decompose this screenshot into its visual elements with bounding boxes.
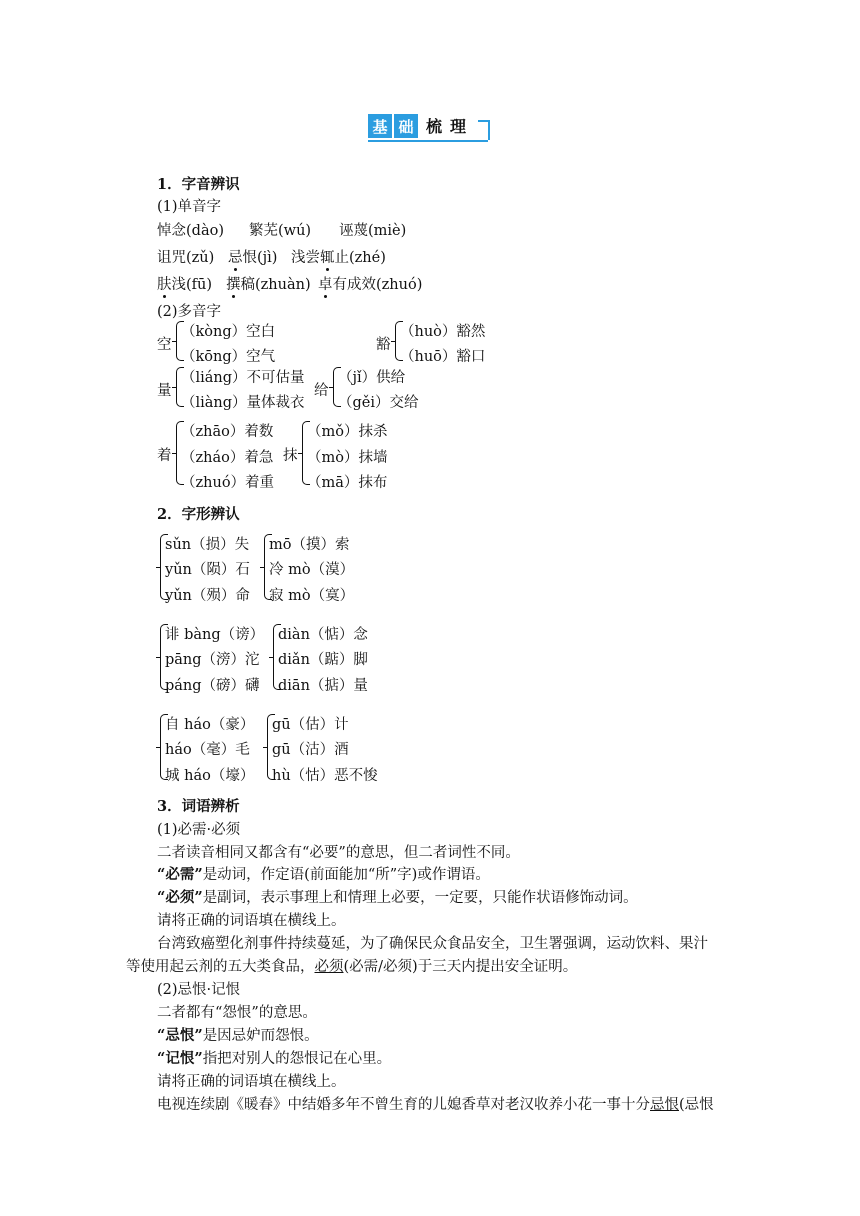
banner-char-3: 梳 [426, 117, 443, 136]
poly-zhao-b: （zháo）着急 [181, 450, 274, 466]
poly-liang-b: （liàng）量体裁衣 [181, 395, 305, 411]
answer-bixu: 必须 [314, 959, 344, 975]
banner-char-4: 理 [450, 117, 467, 136]
r2-item-1: 诅咒(zǔ) [157, 250, 215, 266]
s3-p4: 请将正确的词语填在横线上。 [157, 913, 346, 929]
g2-3: 寂 mò（寞） [269, 588, 355, 604]
poly-zhao-char: 着 [157, 448, 172, 464]
g3-3: páng（磅）礴 [165, 678, 260, 694]
banner-underline [368, 140, 488, 142]
s3-q2: “忌恨”是因忌妒而怨恨。 [157, 1027, 319, 1044]
poly-huo-char: 豁 [376, 337, 391, 353]
section-1-sub1: (1)单音字 [157, 199, 222, 215]
g3-1: 诽 bàng（谤） [165, 627, 265, 643]
s3-sub2: (2)忌恨·记恨 [157, 982, 241, 998]
poly-gei-char: 给 [314, 383, 329, 399]
section-banner [368, 112, 488, 142]
poly-kong-b: （kōng）空气 [181, 349, 276, 365]
g6-3: hù（怙）恶不悛 [272, 768, 378, 784]
s3-q5: 电视连续剧《暖春》中结婚多年不曾生育的儿媳香草对老汉收养小花一事十分忌恨(忌恨 [157, 1097, 714, 1113]
poly-mo-d: （mā）抹布 [307, 475, 388, 491]
poly-zhao-a: （zhāo）着数 [181, 424, 274, 440]
poly-kong-a: （kòng）空白 [181, 324, 276, 340]
g1-1: sǔn（损）失 [165, 537, 250, 553]
r1-item-1: 悼念(dào) [157, 223, 224, 239]
g3-2: pāng（滂）沱 [165, 652, 260, 668]
s3-p5-line1: 台湾致癌塑化剂事件持续蔓延，为了确保民众食品安全，卫生署强调，运动饮料、果汁 [157, 936, 708, 952]
g4-3: diān（掂）量 [278, 678, 368, 694]
s3-p2: “必需”是动词，作定语(前面能加“所”字)或作谓语。 [157, 866, 490, 883]
r3-item-1: 肤浅(fū) [157, 277, 213, 293]
s3-q4: 请将正确的词语填在横线上。 [157, 1074, 346, 1090]
g2-1: mō（摸）索 [269, 537, 350, 553]
g5-2: háo（毫）毛 [165, 742, 250, 758]
s3-p5-line2: 等使用起云剂的五大类食品，必须(必需/必须)于三天内提出安全证明。 [126, 959, 578, 975]
g4-2: diǎn（踮）脚 [278, 652, 368, 668]
poly-mo-b: （mò）抹墙 [307, 450, 388, 466]
answer-jihen: 忌恨 [650, 1097, 679, 1113]
r3-item-2: 撰稿(zhuàn) [226, 277, 311, 293]
g4-1: diàn（惦）念 [278, 627, 368, 643]
g6-2: gū（沽）酒 [272, 742, 349, 758]
section-2-title: 2．字形辨认 [157, 506, 240, 523]
poly-kong-char: 空 [157, 337, 172, 353]
g2-2: 冷 mò（漠） [269, 562, 355, 578]
r2-item-2: 忌恨(jì) [228, 250, 278, 266]
section-1-sub2: (2)多音字 [157, 304, 222, 320]
poly-liang-char: 量 [157, 383, 172, 399]
banner-char-2: 础 [394, 114, 418, 138]
poly-zhao-d: （zhuó）着重 [181, 475, 275, 491]
s3-q3: “记恨”指把对别人的怨恨记在心里。 [157, 1050, 392, 1067]
g5-3: 城 háo（壕） [165, 768, 255, 784]
poly-gei-b: （gěi）交给 [338, 395, 419, 411]
g6-1: gū（估）计 [272, 717, 349, 733]
section-3-title: 3．词语辨析 [157, 798, 240, 815]
r1-item-2: 繁芜(wú) [249, 223, 312, 239]
poly-liang-a: （liáng）不可估量 [181, 370, 305, 386]
section-1-title: 1．字音辨识 [157, 176, 240, 193]
r2-item-3: 浅尝辄止(zhé) [291, 250, 386, 266]
g5-1: 自 háo（豪） [165, 717, 255, 733]
g1-2: yǔn（陨）石 [165, 562, 250, 578]
poly-huo-a: （huò）豁然 [400, 324, 486, 340]
s3-p3: “必须”是副词，表示事理上和情理上必要，一定要，只能作状语修饰动词。 [157, 889, 638, 906]
g1-3: yǔn（殒）命 [165, 588, 250, 604]
s3-sub1: (1)必需·必须 [157, 822, 241, 838]
s3-q1: 二者都有“怨恨”的意思。 [157, 1005, 317, 1021]
banner-char-1: 基 [368, 114, 392, 138]
poly-mo-a: （mǒ）抹杀 [307, 424, 388, 440]
r1-item-3: 诬蔑(miè) [339, 223, 407, 239]
poly-gei-a: （jǐ）供给 [338, 370, 406, 386]
poly-huo-b: （huō）豁口 [400, 349, 486, 365]
s3-p1: 二者读音相同又都含有“必要”的意思，但二者词性不同。 [157, 845, 520, 861]
poly-mo-char: 抹 [283, 448, 298, 464]
banner-corner [478, 120, 490, 140]
r3-item-3: 卓有成效(zhuó) [318, 277, 423, 293]
